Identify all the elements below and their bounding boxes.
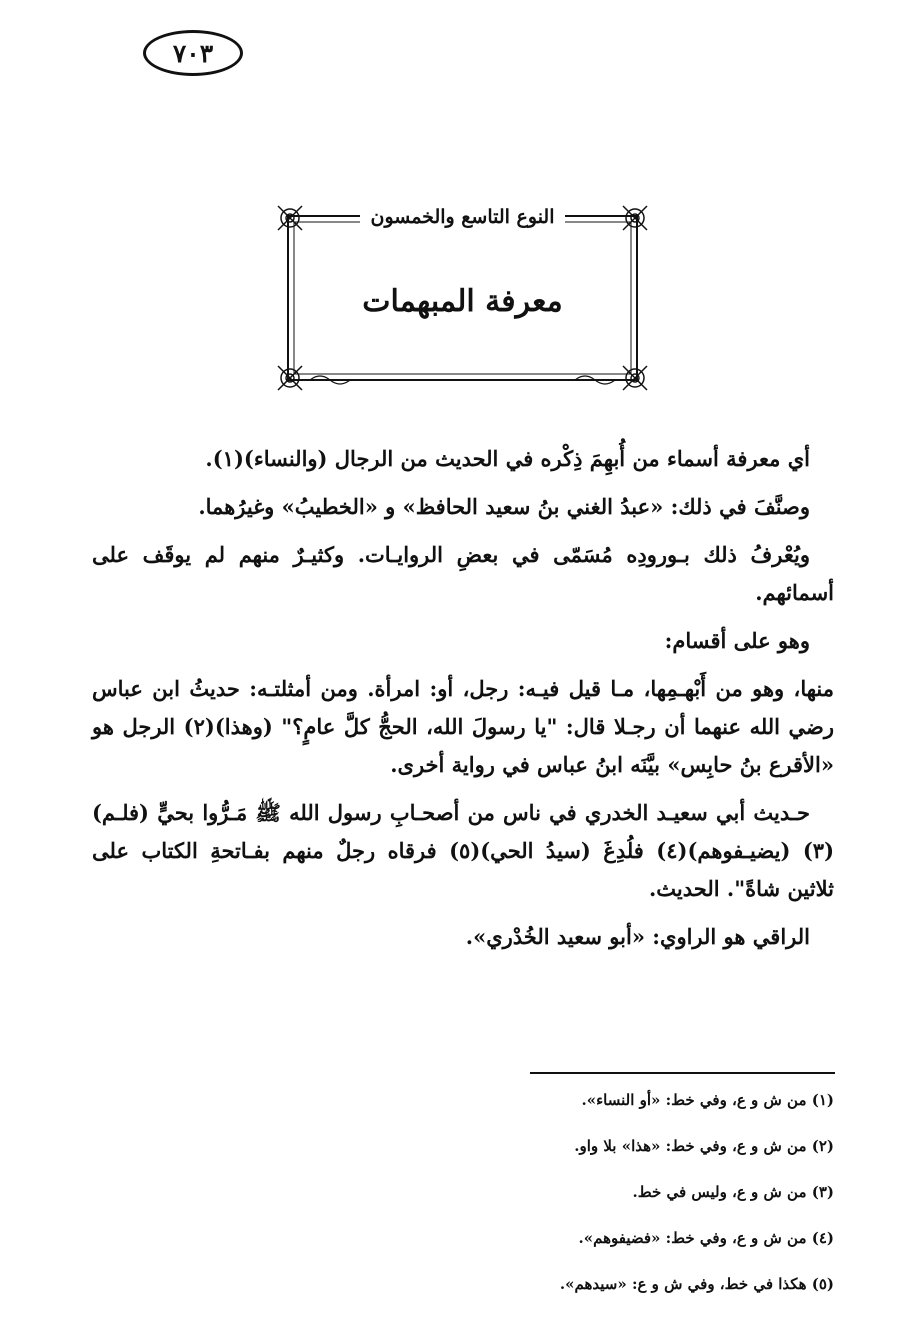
main-text <box>92 440 834 966</box>
paragraph: ويُعْرفُ ذلك بـورودِه مُسَمّى في بعضِ الروايـات. وكثيـرٌ منهم لم يوقَف على أسمائهم. <box>92 542 834 605</box>
footnotes <box>92 1090 834 1320</box>
footnote-divider <box>530 1072 835 1074</box>
footnote: (٢) من ش و ع، وفي خط: «هذا» بلا واو. <box>574 1137 834 1155</box>
chapter-label <box>310 202 615 232</box>
paragraph: وهو على أقسام: <box>664 628 810 653</box>
paragraph: حـديث أبي سعيـد الخدري في ناس من أصحـابِ رسول الله ﷺ مَـرُّوا بحيٍّ (فلـم)(٣) (يضيـفوهم)(٤) فلُدِغَ (سيدُ الحي)(٥) فرقاه رجلٌ منهم بفـاتحةِ الكتاب على ثلاثين شاةً". الحديث. <box>92 800 835 901</box>
footnote: (٤) من ش و ع، وفي خط: «فضيفوهم». <box>578 1229 834 1247</box>
chapter-label-text: النوع التاسع والخمسون <box>360 206 564 228</box>
footnote: (١) من ش و ع، وفي خط: «أو النساء». <box>581 1091 834 1109</box>
paragraph: منها، وهو من أَبْهـمِها، مـا قيل فيـه: رجل، أو: امرأة. ومن أمثلتـه: حديثُ ابن عباس رضي الله عنهما أن رجـلا قال: "يا رسولَ الله، الحجُّ كلَّ عامٍ؟" (وهذا)(٢) الرجل هو «الأقرع بنُ حابِس» بيَّنَه ابنُ عباس في رواية أخرى. <box>92 676 835 777</box>
footnote: (٥) هكذا في خط، وفي ش و ع: «سيدهم». <box>559 1275 834 1293</box>
paragraph: أي معرفة أسماء من أُبهِمَ ذِكْره في الحديث من الرجال (والنساء)(١). <box>205 446 810 471</box>
paragraph: وصنَّفَ في ذلك: «عبدُ الغني بنُ سعيد الحافظ» و «الخطيبُ» وغيرُهما. <box>198 494 810 519</box>
chapter-title: معرفة المبهمات <box>362 284 563 319</box>
paragraph: الراقي هو الراوي: «أبو سعيد الخُدْري». <box>465 924 810 949</box>
footnote: (٣) من ش و ع، وليس في خط. <box>632 1183 834 1201</box>
page-number: ٧٠٣ <box>143 30 243 76</box>
chapter-heading-frame <box>270 202 655 392</box>
